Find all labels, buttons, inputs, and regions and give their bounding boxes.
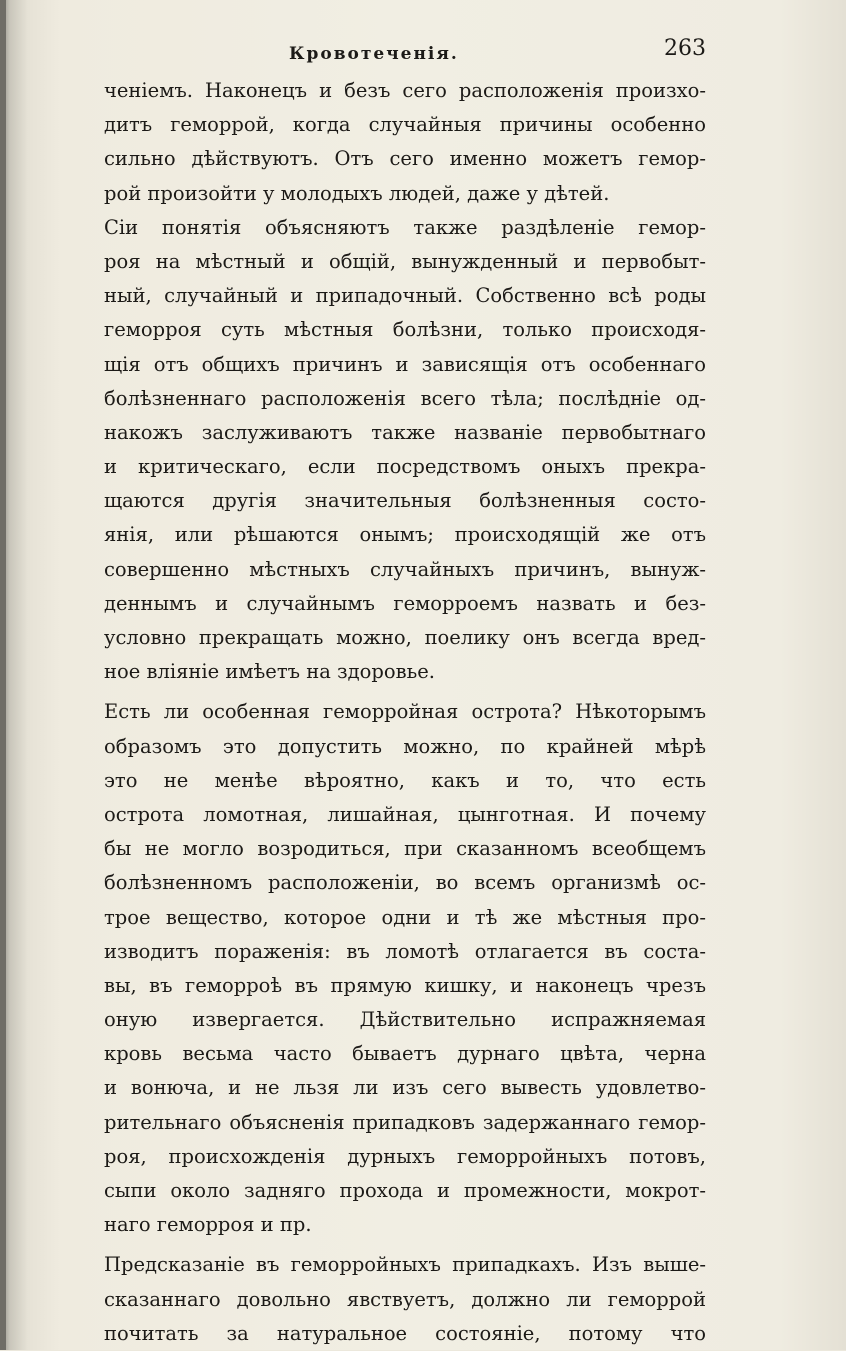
body-text [104, 74, 706, 1351]
text-line: деннымъ и случайнымъ геморроемъ назвать и без- [104, 591, 706, 615]
page-gutter-shadow [0, 0, 6, 1350]
text-line: совершенно мѣстныхъ случайныхъ причинъ, вынуж- [104, 557, 706, 581]
text-line: условно прекращать можно, поелику онъ всегда вред- [104, 626, 706, 649]
text-line: трое вещество, которое одни и тѣ же мѣстныя про- [104, 905, 706, 929]
text-line: болѣзненнаго расположенія всего тѣла; послѣдніе од- [104, 386, 706, 410]
text-line: и вонюча, и не льзя ли изъ сего вывесть удовлетво- [104, 1076, 706, 1100]
text-line: геморроя суть мѣстныя болѣзни, только происходя- [104, 318, 706, 342]
text-line: болѣзненномъ расположеніи, во всемъ организмѣ ос- [104, 871, 706, 895]
text-line: острота ломотная, лишайная, цынготная. И почему [104, 802, 706, 826]
text-line: щаются другія значительныя болѣзненныя состо- [104, 489, 706, 513]
text-line: сыпи около задняго прохода и промежности, мокрот- [104, 1179, 706, 1202]
page-header [104, 38, 706, 70]
text-line: оную извергается. Дѣйствительно испражняемая [104, 1008, 706, 1032]
text-line: янія, или рѣшаются онымъ; происходящій же отъ [104, 523, 706, 547]
text-line: ный, случайный и припадочный. Собственно всѣ роды [104, 284, 706, 308]
text-line: изводитъ пораженія: въ ломотѣ отлагается въ соста- [104, 939, 706, 963]
text-line: Предсказаніе въ геморройныхъ припадкахъ. Изъ выше- [104, 1253, 706, 1277]
text-line: рой произойти у молодыхъ людей, даже у дѣтей. [104, 181, 610, 205]
page-number: 263 [664, 36, 706, 61]
text-line: накожъ заслуживаютъ также названіе первобытнаго [104, 420, 706, 444]
text-line: дитъ геморрой, когда случайныя причины особенно [104, 113, 706, 137]
text-line: роя на мѣстный и общій, вынужденный и первобыт- [104, 249, 706, 273]
text-line: ченіемъ. Наконецъ и безъ сего расположенія произхо- [104, 79, 706, 102]
text-line: наго геморроя и пр. [104, 1213, 312, 1237]
text-line: образомъ это допустить можно, по крайней мѣрѣ [104, 734, 706, 758]
text-line: сказаннаго довольно явствуетъ, должно ли геморрой [104, 1287, 706, 1311]
text-line: рительнаго объясненія припадковъ задержаннаго гемор- [104, 1110, 706, 1134]
running-head: Кровотеченія. [289, 44, 459, 64]
text-line: почитать за натуральное состояніе, потому что [104, 1321, 706, 1345]
text-line: Сіи понятія объясняютъ также раздѣленіе гемор- [104, 215, 706, 239]
text-line: сильно дѣйствуютъ. Отъ сего именно можетъ гемор- [104, 147, 706, 171]
text-line: Есть ли особенная геморройная острота? Нѣкоторымъ [104, 700, 706, 724]
text-line: это не менѣе вѣроятно, какъ и то, что есть [104, 768, 706, 792]
text-line: бы не могло возродиться, при сказанномъ всеобщемъ [104, 837, 706, 861]
text-line: вы, въ геморроѣ въ прямую кишку, и наконецъ чрезъ [104, 973, 706, 997]
text-line: ное вліяніе имѣетъ на здоровье. [104, 660, 435, 684]
text-line: роя, происхожденія дурныхъ геморройныхъ потовъ, [104, 1144, 706, 1168]
text-line: кровь весьма часто бываетъ дурнаго цвѣта, черна [104, 1042, 706, 1066]
text-line: щія отъ общихъ причинъ и зависящія отъ особеннаго [104, 352, 706, 376]
text-line: и критическаго, если посредствомъ оныхъ прекра- [104, 455, 706, 479]
